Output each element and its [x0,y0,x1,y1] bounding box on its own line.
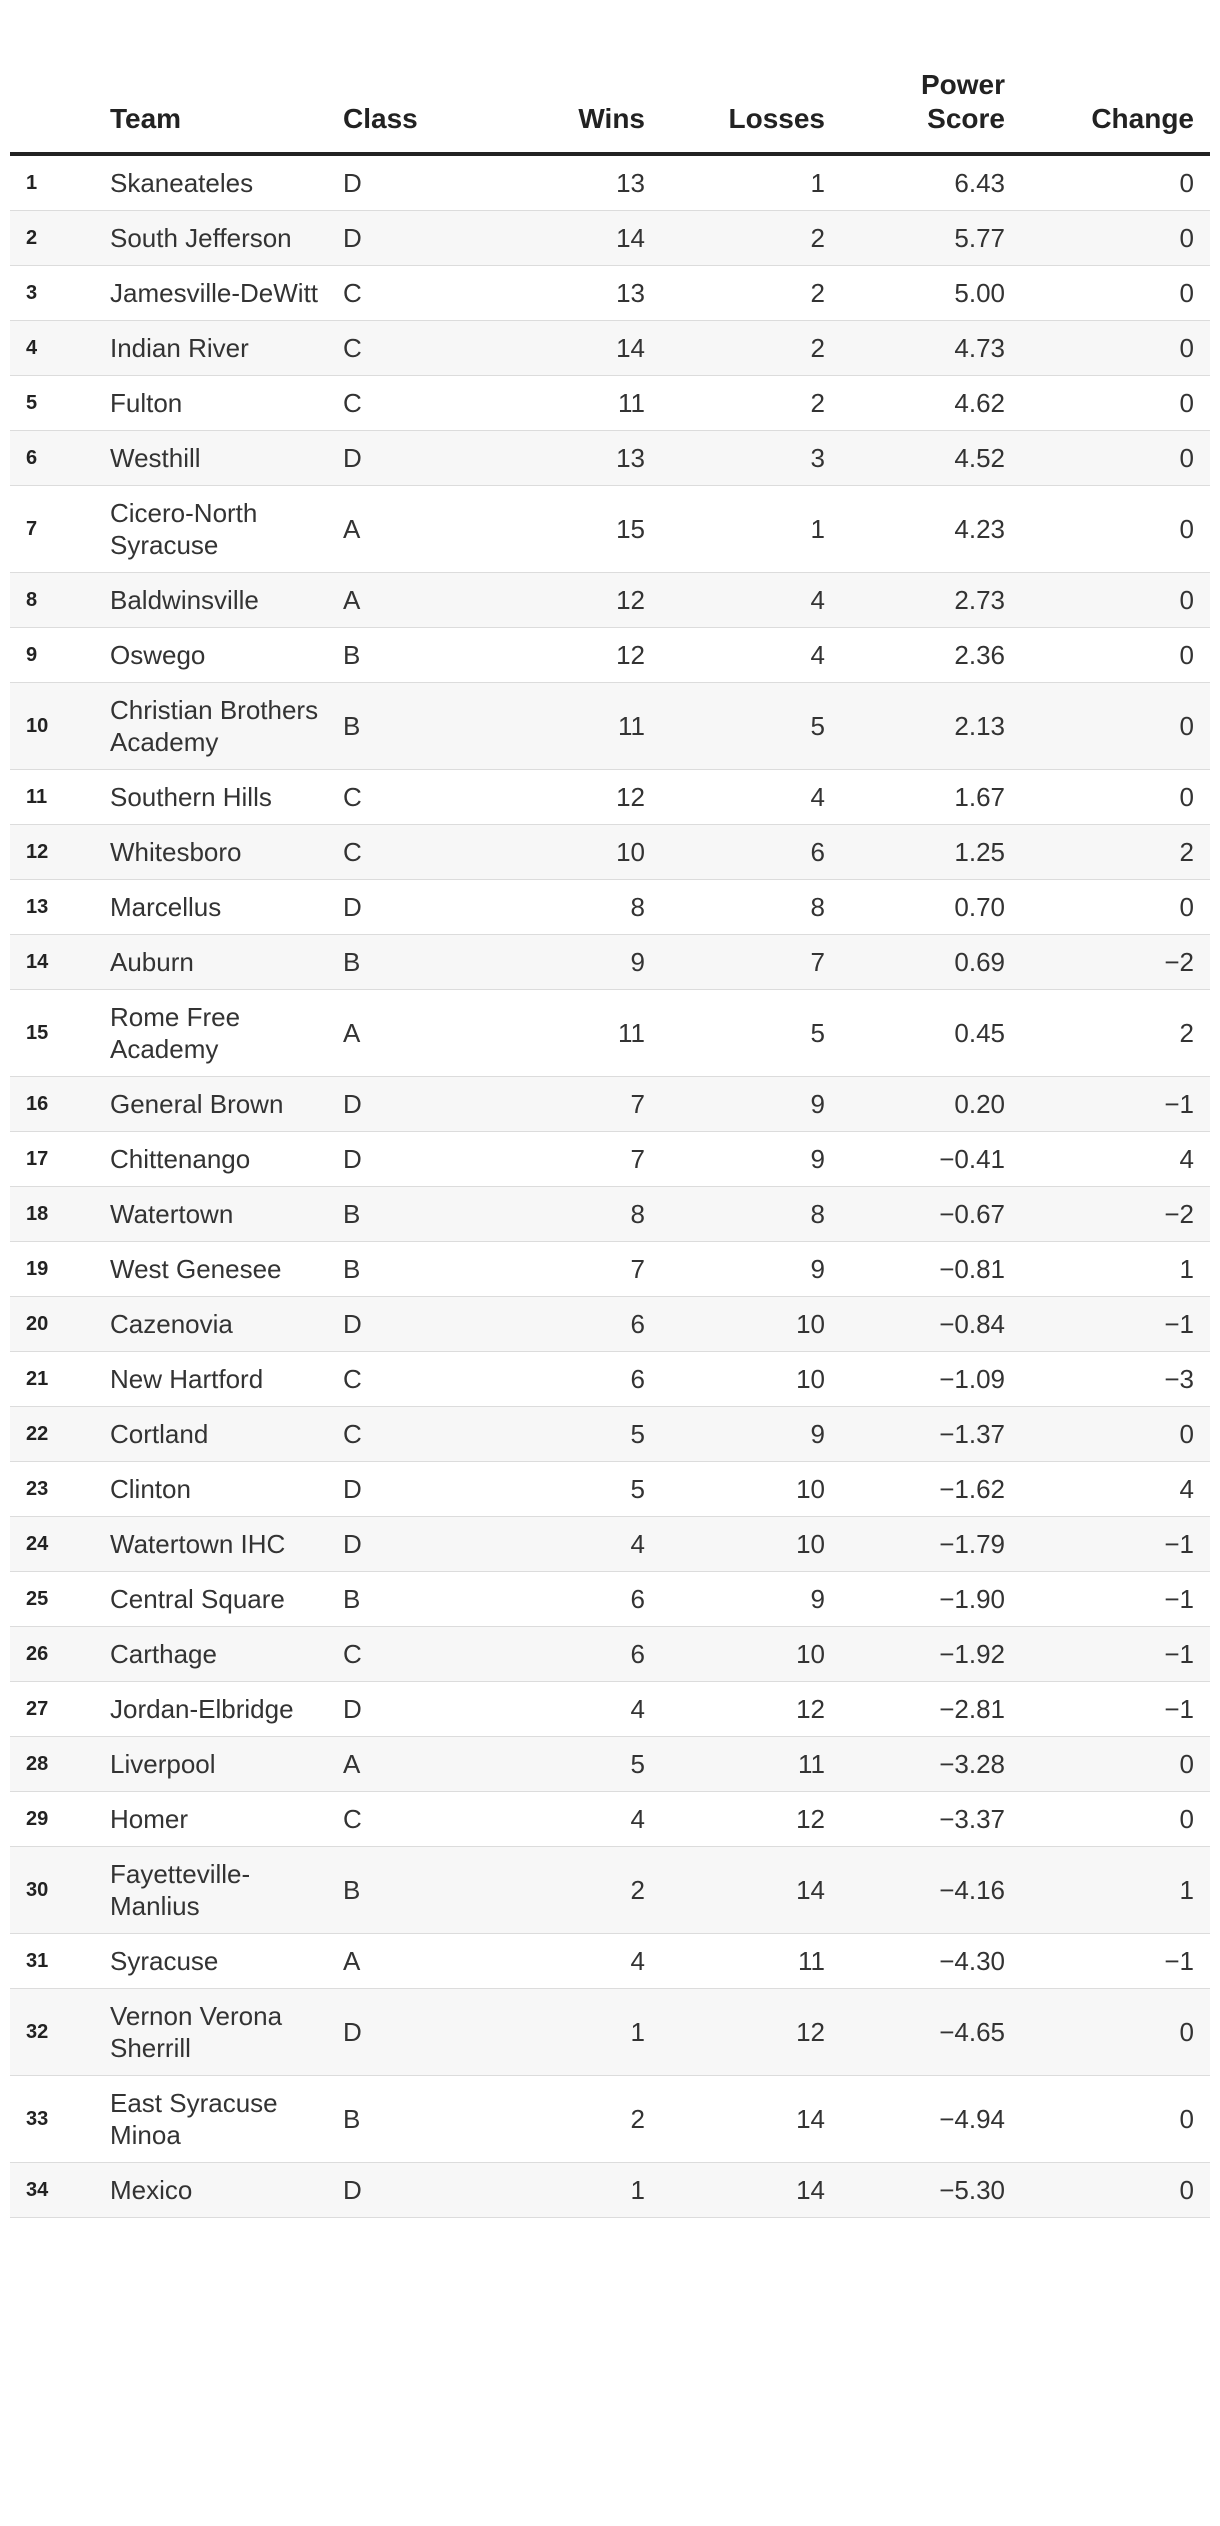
cell-change: −1 [1005,1297,1210,1352]
cell-rank: 34 [10,2163,110,2218]
cell-power-score: −1.09 [825,1352,1005,1407]
cell-team: Cortland [110,1407,343,1462]
cell-class: A [343,990,470,1077]
cell-class: C [343,266,470,321]
cell-team: Watertown [110,1187,343,1242]
cell-change: 0 [1005,2076,1210,2163]
table-row [10,573,1210,628]
table-row [10,266,1210,321]
cell-class: A [343,486,470,573]
cell-losses: 4 [645,770,825,825]
cell-rank: 8 [10,573,110,628]
cell-class: D [343,1297,470,1352]
table-row [10,1187,1210,1242]
cell-rank: 7 [10,486,110,573]
header-change: Change [1005,0,1210,154]
cell-wins: 12 [470,628,645,683]
cell-rank: 16 [10,1077,110,1132]
cell-rank: 19 [10,1242,110,1297]
cell-class: B [343,683,470,770]
cell-change: 0 [1005,211,1210,266]
cell-power-score: −1.92 [825,1627,1005,1682]
cell-team: Indian River [110,321,343,376]
cell-wins: 6 [470,1627,645,1682]
table-row [10,154,1210,211]
cell-wins: 13 [470,266,645,321]
cell-power-score: −1.79 [825,1517,1005,1572]
table-row [10,825,1210,880]
cell-change: 0 [1005,1407,1210,1462]
cell-wins: 11 [470,376,645,431]
cell-rank: 17 [10,1132,110,1187]
cell-rank: 6 [10,431,110,486]
cell-change: 0 [1005,376,1210,431]
cell-power-score: 0.20 [825,1077,1005,1132]
cell-team: Christian Brothers Academy [110,683,343,770]
cell-change: 0 [1005,486,1210,573]
table-row [10,376,1210,431]
cell-team: Clinton [110,1462,343,1517]
cell-wins: 13 [470,431,645,486]
cell-power-score: 4.23 [825,486,1005,573]
table-row [10,1682,1210,1737]
cell-wins: 2 [470,1847,645,1934]
cell-wins: 6 [470,1352,645,1407]
cell-team: Whitesboro [110,825,343,880]
cell-rank: 23 [10,1462,110,1517]
cell-change: 4 [1005,1462,1210,1517]
cell-power-score: 5.00 [825,266,1005,321]
cell-wins: 6 [470,1297,645,1352]
cell-power-score: −0.67 [825,1187,1005,1242]
cell-power-score: −3.28 [825,1737,1005,1792]
cell-wins: 7 [470,1077,645,1132]
cell-class: D [343,154,470,211]
cell-wins: 14 [470,321,645,376]
cell-change: −1 [1005,1934,1210,1989]
cell-wins: 4 [470,1517,645,1572]
cell-change: 0 [1005,628,1210,683]
cell-power-score: −1.62 [825,1462,1005,1517]
cell-class: B [343,628,470,683]
cell-team: Central Square [110,1572,343,1627]
cell-power-score: 0.70 [825,880,1005,935]
cell-wins: 6 [470,1572,645,1627]
cell-losses: 2 [645,266,825,321]
cell-power-score: 4.62 [825,376,1005,431]
cell-team: Rome Free Academy [110,990,343,1077]
cell-class: B [343,935,470,990]
cell-team: Mexico [110,2163,343,2218]
cell-change: 2 [1005,825,1210,880]
cell-rank: 14 [10,935,110,990]
table-row [10,935,1210,990]
cell-wins: 11 [470,990,645,1077]
cell-losses: 9 [645,1572,825,1627]
cell-change: 0 [1005,266,1210,321]
cell-wins: 15 [470,486,645,573]
table-row [10,486,1210,573]
cell-rank: 10 [10,683,110,770]
cell-team: West Genesee [110,1242,343,1297]
cell-losses: 7 [645,935,825,990]
cell-wins: 10 [470,825,645,880]
cell-wins: 1 [470,1989,645,2076]
cell-power-score: −4.94 [825,2076,1005,2163]
table-row [10,1297,1210,1352]
cell-change: 0 [1005,321,1210,376]
cell-power-score: −0.81 [825,1242,1005,1297]
table-row [10,431,1210,486]
cell-rank: 20 [10,1297,110,1352]
cell-losses: 8 [645,1187,825,1242]
cell-change: 0 [1005,154,1210,211]
cell-rank: 9 [10,628,110,683]
cell-team: South Jefferson [110,211,343,266]
cell-rank: 33 [10,2076,110,2163]
cell-power-score: −1.37 [825,1407,1005,1462]
cell-wins: 4 [470,1792,645,1847]
cell-wins: 8 [470,880,645,935]
cell-class: C [343,825,470,880]
header-wins: Wins [470,0,645,154]
cell-rank: 22 [10,1407,110,1462]
header-class: Class [343,0,470,154]
header-row [10,0,1210,154]
cell-losses: 14 [645,2163,825,2218]
cell-rank: 24 [10,1517,110,1572]
cell-power-score: 1.25 [825,825,1005,880]
table-row [10,1462,1210,1517]
cell-team: Liverpool [110,1737,343,1792]
cell-wins: 9 [470,935,645,990]
cell-change: 2 [1005,990,1210,1077]
power-rankings-table-wrapper [10,0,1210,2218]
cell-rank: 3 [10,266,110,321]
cell-power-score: −4.30 [825,1934,1005,1989]
table-row [10,770,1210,825]
cell-class: D [343,1132,470,1187]
cell-power-score: −3.37 [825,1792,1005,1847]
cell-power-score: 1.67 [825,770,1005,825]
cell-rank: 28 [10,1737,110,1792]
cell-losses: 2 [645,376,825,431]
cell-team: Westhill [110,431,343,486]
cell-power-score: −1.90 [825,1572,1005,1627]
cell-wins: 8 [470,1187,645,1242]
cell-losses: 9 [645,1242,825,1297]
cell-losses: 9 [645,1132,825,1187]
cell-rank: 30 [10,1847,110,1934]
cell-losses: 5 [645,990,825,1077]
cell-power-score: 6.43 [825,154,1005,211]
cell-change: −1 [1005,1682,1210,1737]
cell-rank: 11 [10,770,110,825]
cell-losses: 10 [645,1517,825,1572]
cell-class: C [343,1627,470,1682]
cell-team: Cicero-North Syracuse [110,486,343,573]
table-row [10,2076,1210,2163]
table-row [10,1132,1210,1187]
cell-rank: 5 [10,376,110,431]
table-row [10,683,1210,770]
table-row [10,1242,1210,1297]
cell-losses: 11 [645,1934,825,1989]
cell-class: B [343,1187,470,1242]
cell-losses: 2 [645,321,825,376]
cell-change: 0 [1005,2163,1210,2218]
cell-wins: 12 [470,573,645,628]
cell-wins: 5 [470,1737,645,1792]
cell-change: −1 [1005,1627,1210,1682]
cell-change: 0 [1005,431,1210,486]
cell-losses: 8 [645,880,825,935]
cell-change: 0 [1005,1989,1210,2076]
cell-team: Jamesville-DeWitt [110,266,343,321]
table-row [10,321,1210,376]
cell-power-score: 2.13 [825,683,1005,770]
cell-losses: 10 [645,1297,825,1352]
cell-wins: 11 [470,683,645,770]
cell-rank: 13 [10,880,110,935]
cell-power-score: 5.77 [825,211,1005,266]
cell-change: 0 [1005,683,1210,770]
cell-rank: 21 [10,1352,110,1407]
table-row [10,880,1210,935]
cell-rank: 31 [10,1934,110,1989]
cell-wins: 4 [470,1934,645,1989]
cell-class: D [343,1077,470,1132]
cell-class: D [343,2163,470,2218]
cell-change: 0 [1005,573,1210,628]
cell-losses: 12 [645,1989,825,2076]
cell-class: C [343,770,470,825]
cell-change: 0 [1005,1792,1210,1847]
table-row [10,1989,1210,2076]
cell-rank: 29 [10,1792,110,1847]
cell-team: Oswego [110,628,343,683]
cell-rank: 4 [10,321,110,376]
cell-power-score: 4.73 [825,321,1005,376]
cell-power-score: 0.45 [825,990,1005,1077]
cell-class: A [343,1934,470,1989]
cell-team: Southern Hills [110,770,343,825]
cell-losses: 4 [645,628,825,683]
table-header [10,0,1210,154]
cell-rank: 26 [10,1627,110,1682]
cell-team: Carthage [110,1627,343,1682]
cell-class: C [343,1407,470,1462]
cell-team: Fulton [110,376,343,431]
cell-change: 0 [1005,770,1210,825]
cell-change: 0 [1005,1737,1210,1792]
cell-class: D [343,211,470,266]
table-row [10,1572,1210,1627]
cell-power-score: −5.30 [825,2163,1005,2218]
cell-team: General Brown [110,1077,343,1132]
cell-change: −1 [1005,1077,1210,1132]
cell-power-score: 2.73 [825,573,1005,628]
table-row [10,1407,1210,1462]
cell-losses: 10 [645,1462,825,1517]
cell-wins: 12 [470,770,645,825]
cell-class: D [343,1462,470,1517]
cell-wins: 5 [470,1462,645,1517]
cell-rank: 2 [10,211,110,266]
cell-team: Watertown IHC [110,1517,343,1572]
cell-change: 1 [1005,1847,1210,1934]
cell-losses: 1 [645,486,825,573]
cell-team: Skaneateles [110,154,343,211]
cell-rank: 32 [10,1989,110,2076]
cell-power-score: −4.16 [825,1847,1005,1934]
cell-wins: 7 [470,1242,645,1297]
header-team: Team [110,0,343,154]
cell-rank: 12 [10,825,110,880]
cell-losses: 5 [645,683,825,770]
cell-rank: 15 [10,990,110,1077]
cell-rank: 18 [10,1187,110,1242]
cell-change: 4 [1005,1132,1210,1187]
cell-class: D [343,1682,470,1737]
table-row [10,990,1210,1077]
cell-class: D [343,880,470,935]
cell-change: −2 [1005,935,1210,990]
cell-team: Chittenango [110,1132,343,1187]
table-row [10,1077,1210,1132]
cell-rank: 27 [10,1682,110,1737]
table-row [10,1627,1210,1682]
cell-power-score: −0.41 [825,1132,1005,1187]
table-row [10,1934,1210,1989]
cell-class: A [343,1737,470,1792]
cell-power-score: 0.69 [825,935,1005,990]
cell-power-score: −2.81 [825,1682,1005,1737]
cell-team: Marcellus [110,880,343,935]
cell-team: Syracuse [110,1934,343,1989]
cell-class: B [343,1242,470,1297]
cell-losses: 6 [645,825,825,880]
cell-power-score: −4.65 [825,1989,1005,2076]
cell-class: D [343,431,470,486]
cell-losses: 12 [645,1792,825,1847]
cell-change: 1 [1005,1242,1210,1297]
header-power-score [825,0,1005,154]
header-rank [10,0,110,154]
power-rankings-table [10,0,1210,2218]
cell-losses: 10 [645,1627,825,1682]
cell-wins: 14 [470,211,645,266]
cell-change: −3 [1005,1352,1210,1407]
cell-power-score: 4.52 [825,431,1005,486]
cell-team: New Hartford [110,1352,343,1407]
table-row [10,1737,1210,1792]
cell-change: −1 [1005,1517,1210,1572]
cell-losses: 1 [645,154,825,211]
cell-rank: 1 [10,154,110,211]
cell-class: C [343,376,470,431]
table-row [10,628,1210,683]
cell-losses: 11 [645,1737,825,1792]
cell-class: C [343,321,470,376]
table-row [10,1352,1210,1407]
header-power-score-text: Power Score [920,69,1005,134]
cell-losses: 10 [645,1352,825,1407]
cell-wins: 13 [470,154,645,211]
cell-change: −1 [1005,1572,1210,1627]
table-row [10,1517,1210,1572]
cell-class: B [343,2076,470,2163]
cell-team: East Syracuse Minoa [110,2076,343,2163]
cell-change: 0 [1005,880,1210,935]
cell-class: C [343,1792,470,1847]
cell-wins: 7 [470,1132,645,1187]
cell-class: A [343,573,470,628]
cell-wins: 2 [470,2076,645,2163]
table-row [10,2163,1210,2218]
cell-class: D [343,1517,470,1572]
cell-losses: 3 [645,431,825,486]
table-body [10,154,1210,2218]
table-row [10,1847,1210,1934]
cell-team: Baldwinsville [110,573,343,628]
cell-power-score: 2.36 [825,628,1005,683]
cell-team: Fayetteville-Manlius [110,1847,343,1934]
cell-losses: 4 [645,573,825,628]
cell-wins: 5 [470,1407,645,1462]
cell-power-score: −0.84 [825,1297,1005,1352]
cell-rank: 25 [10,1572,110,1627]
cell-losses: 2 [645,211,825,266]
cell-team: Homer [110,1792,343,1847]
cell-losses: 9 [645,1077,825,1132]
cell-losses: 14 [645,2076,825,2163]
cell-losses: 9 [645,1407,825,1462]
cell-team: Vernon Verona Sherrill [110,1989,343,2076]
cell-wins: 4 [470,1682,645,1737]
cell-class: B [343,1572,470,1627]
cell-losses: 12 [645,1682,825,1737]
cell-change: −2 [1005,1187,1210,1242]
table-row [10,211,1210,266]
cell-losses: 14 [645,1847,825,1934]
cell-team: Jordan-Elbridge [110,1682,343,1737]
header-losses: Losses [645,0,825,154]
cell-class: B [343,1847,470,1934]
cell-team: Auburn [110,935,343,990]
cell-team: Cazenovia [110,1297,343,1352]
table-row [10,1792,1210,1847]
cell-class: D [343,1989,470,2076]
cell-wins: 1 [470,2163,645,2218]
cell-class: C [343,1352,470,1407]
